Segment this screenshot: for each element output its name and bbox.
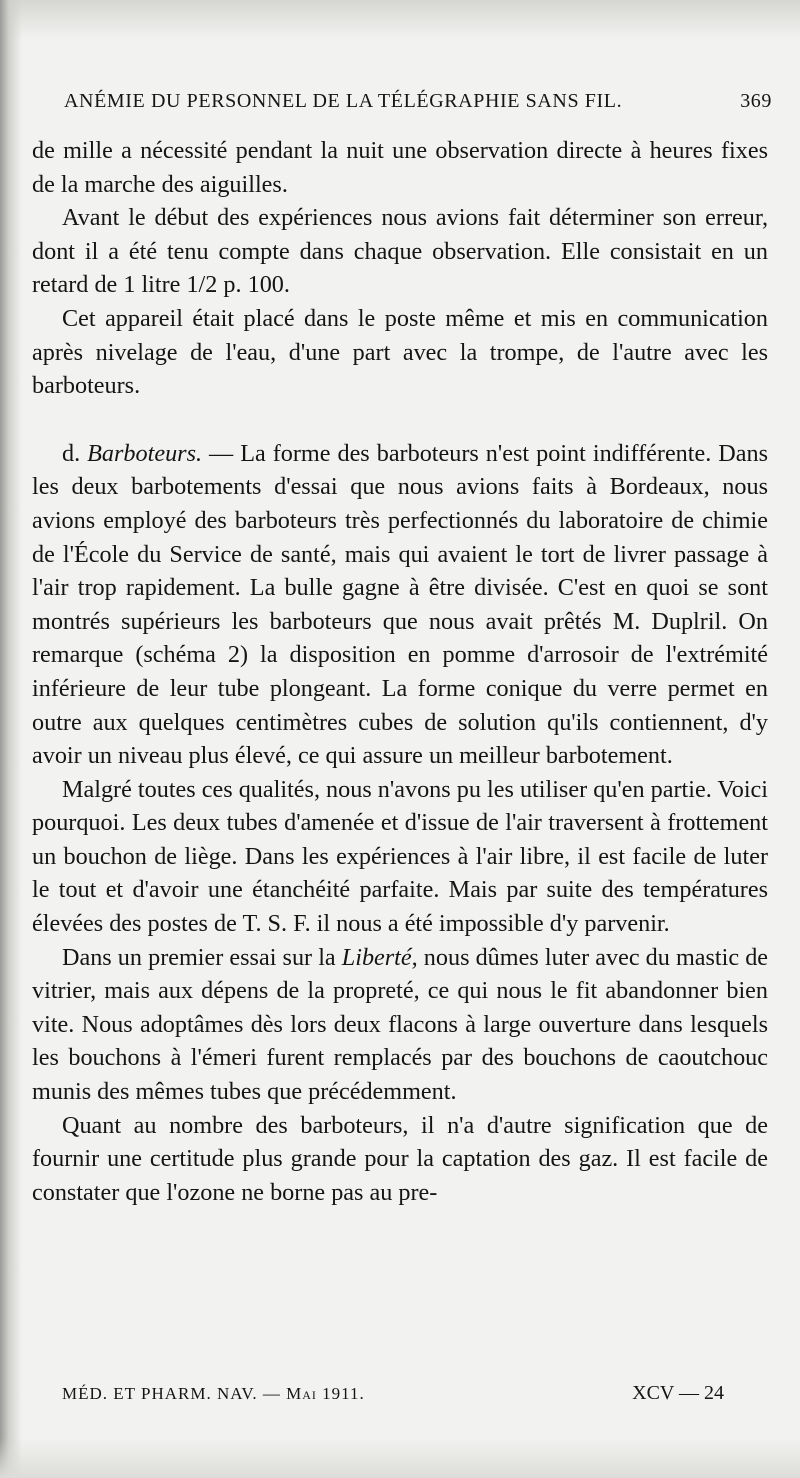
scan-shadow-top — [0, 0, 800, 40]
running-header — [64, 90, 772, 113]
scan-shadow-bottom — [0, 1438, 800, 1478]
scan-shadow-left — [0, 0, 22, 1478]
section-text: — La forme des barboteurs n'est point indifférente. Dans les deux barbotements d'essai que nous avions faits à Bordeaux, nous avions employé des barboteurs très perfectionnés du laboratoire de chimie de l'École du Service de santé, mais qui avaient le tort de livrer passage à l'air trop rapidement. La bulle gagne à être divisée. C'est en quoi se sont montrés supérieurs les barboteurs que nous avait prêtés M. Duplril. On remarque (schéma 2) la disposition en pomme d'arrosoir de l'extrémité inférieure de leur tube plongeant. La forme conique du verre permet en outre aux quelques centimètres cubes de solution qu'ils contiennent, d'y avoir un niveau plus élevé, ce qui assure un meilleur barbotement. — [32, 439, 768, 770]
paragraph-3: Cet appareil était placé dans le poste même et mis en communication après nivelage de l'eau, d'une part avec la trompe, de l'autre avec les barboteurs. — [32, 304, 768, 400]
ship-name: Liberté, — [341, 943, 418, 971]
signature-mark: XCV — 24 — [632, 1382, 724, 1404]
paragraph-6-start: Dans un premier essai sur la — [62, 943, 336, 971]
section-label: d. — [62, 439, 81, 467]
paragraph-2: Avant le début des expériences nous avions fait déterminer son erreur, dont il a été tenu compte dans chaque observation. Elle consistait en un retard de 1 litre 1/2 p. 100. — [32, 204, 768, 299]
paragraph-1: de mille a nécessité pendant la nuit une observation directe à heures fixes de la marche des aiguilles. — [32, 137, 768, 198]
paragraph-6 — [32, 941, 768, 1109]
page-body — [32, 134, 768, 1209]
running-title: ANÉMIE DU PERSONNEL DE LA TÉLÉGRAPHIE SANS FIL. — [64, 90, 623, 112]
paragraph-6-end: nous dûmes luter avec du mastic de vitrier, mais aux dépens de la propreté, ce qui nous le fit abandonner bien vite. Nous adoptâmes dès lors deux flacons à large ouverture dans lesquels les bouchons à l'émeri furent remplacés par des bouchons de caoutchouc munis des mêmes tubes que précédemment. — [32, 943, 769, 1106]
page-number: 369 — [740, 90, 772, 112]
page-footer — [62, 1384, 724, 1404]
paragraph-5: Malgré toutes ces qualités, nous n'avons pu les utiliser qu'en partie. Voici pourquoi. Les deux tubes d'amenée et d'issue de l'air traversent à frottement un bouchon de liège. Dans les expériences à l'air libre, il est facile de luter le tout et d'avoir une étanchéité parfaite. Mais par suite des températures élevées des postes de T. S. F. il nous a été impossible d'y parvenir. — [32, 775, 768, 938]
journal-citation: MÉD. ET PHARM. NAV. — Mai 1911. — [62, 1384, 365, 1403]
paragraph-7: Quant au nombre des barboteurs, il n'a d'autre signification que de fournir une certitude plus grande pour la captation des gaz. Il est facile de constater que l'ozone ne borne pas au pre- — [32, 1111, 768, 1206]
paragraph-4 — [32, 437, 768, 773]
section-title: Barboteurs. — [87, 439, 203, 467]
